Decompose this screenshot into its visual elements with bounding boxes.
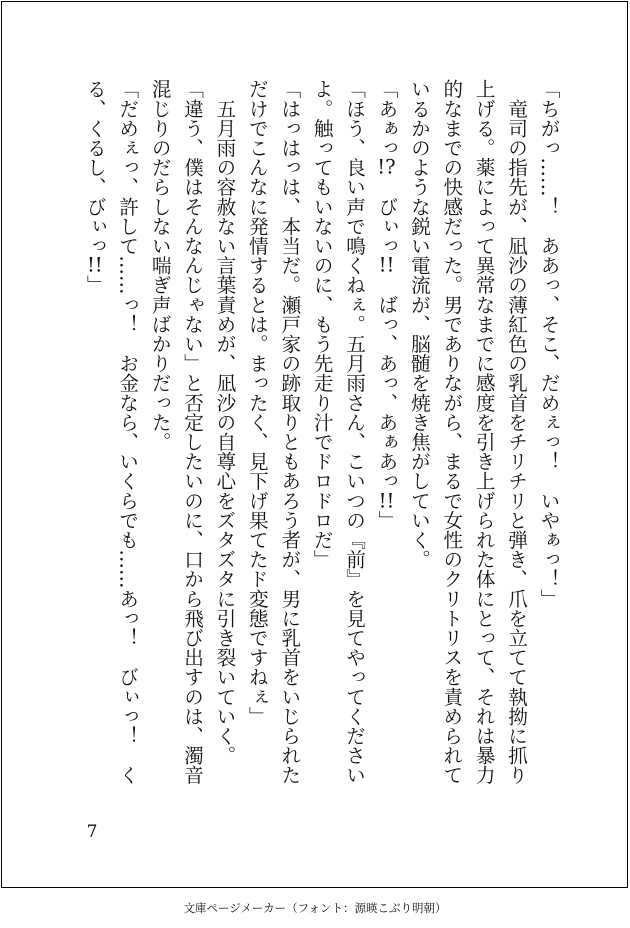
tcy-punctuation: !! — [378, 255, 395, 275]
tcy-punctuation: !? — [377, 157, 396, 177]
text-line: 上げる。薬によって異常なまでに感度を引き上げられた体にとって、それは暴力 — [472, 79, 496, 785]
text-line: 「違う、僕はそんなんじゃない」と否定したいのに、口から飛び出すのは、濁音 — [180, 79, 204, 785]
tcy-punctuation: !! — [86, 255, 103, 275]
text-line: 「はっはっは、本当だ。瀬戸家の跡取りともあろう者が、男に乳首をいじられた — [277, 79, 301, 785]
text-line: 「だめぇっ、許して……っ！ お金なら、いくらでも……あっ！ びぃっ！ く — [115, 79, 139, 785]
text-line: る、くるし、びぃっ!!」 — [83, 79, 107, 295]
footer-credit: 文庫ページメーカー（フォント：源暎こぶり明朝） — [183, 901, 447, 915]
vertical-text-block — [78, 79, 564, 791]
text-line: 「ほう、良い声で鳴くねぇ。五月雨さん、こいつの『前』を見てやってください — [342, 79, 366, 785]
text-line: 混じりのだらしない喘ぎ声ばかりだった。 — [148, 79, 172, 452]
text-line: 竜司の指先が、凪沙の薄紅色の乳首をチリチリと弾き、爪を立てて執拗に抓り — [504, 79, 528, 785]
text-line: 「ちがっ……！ ああっ、そこ、だめぇっ！ いやぁっ！」 — [537, 79, 560, 609]
text-line: 「あぁっ!? びぃっ!! ばっ、あっ、あぁあっ!!」 — [374, 79, 398, 530]
tcy-punctuation: !! — [378, 490, 395, 511]
page-number: 7 — [86, 822, 98, 842]
text-line: よ。触ってもいないのに、もう先走り汁でドロドロだ」 — [310, 79, 334, 569]
text-line: 五月雨の容赦ない言葉責めが、凪沙の自尊心をズタズタに引き裂いていく。 — [212, 79, 236, 765]
text-line: だけでこんなに発情するとは。まったく、見下げ果てたド変態ですねぇ」 — [245, 79, 269, 726]
text-line: いるかのような鋭い電流が、脳髄を焼き焦がしていく。 — [407, 79, 431, 569]
text-line: 的なまでの快感だった。男でありながら、まるで女性のクリトリスを責められて — [439, 79, 463, 785]
